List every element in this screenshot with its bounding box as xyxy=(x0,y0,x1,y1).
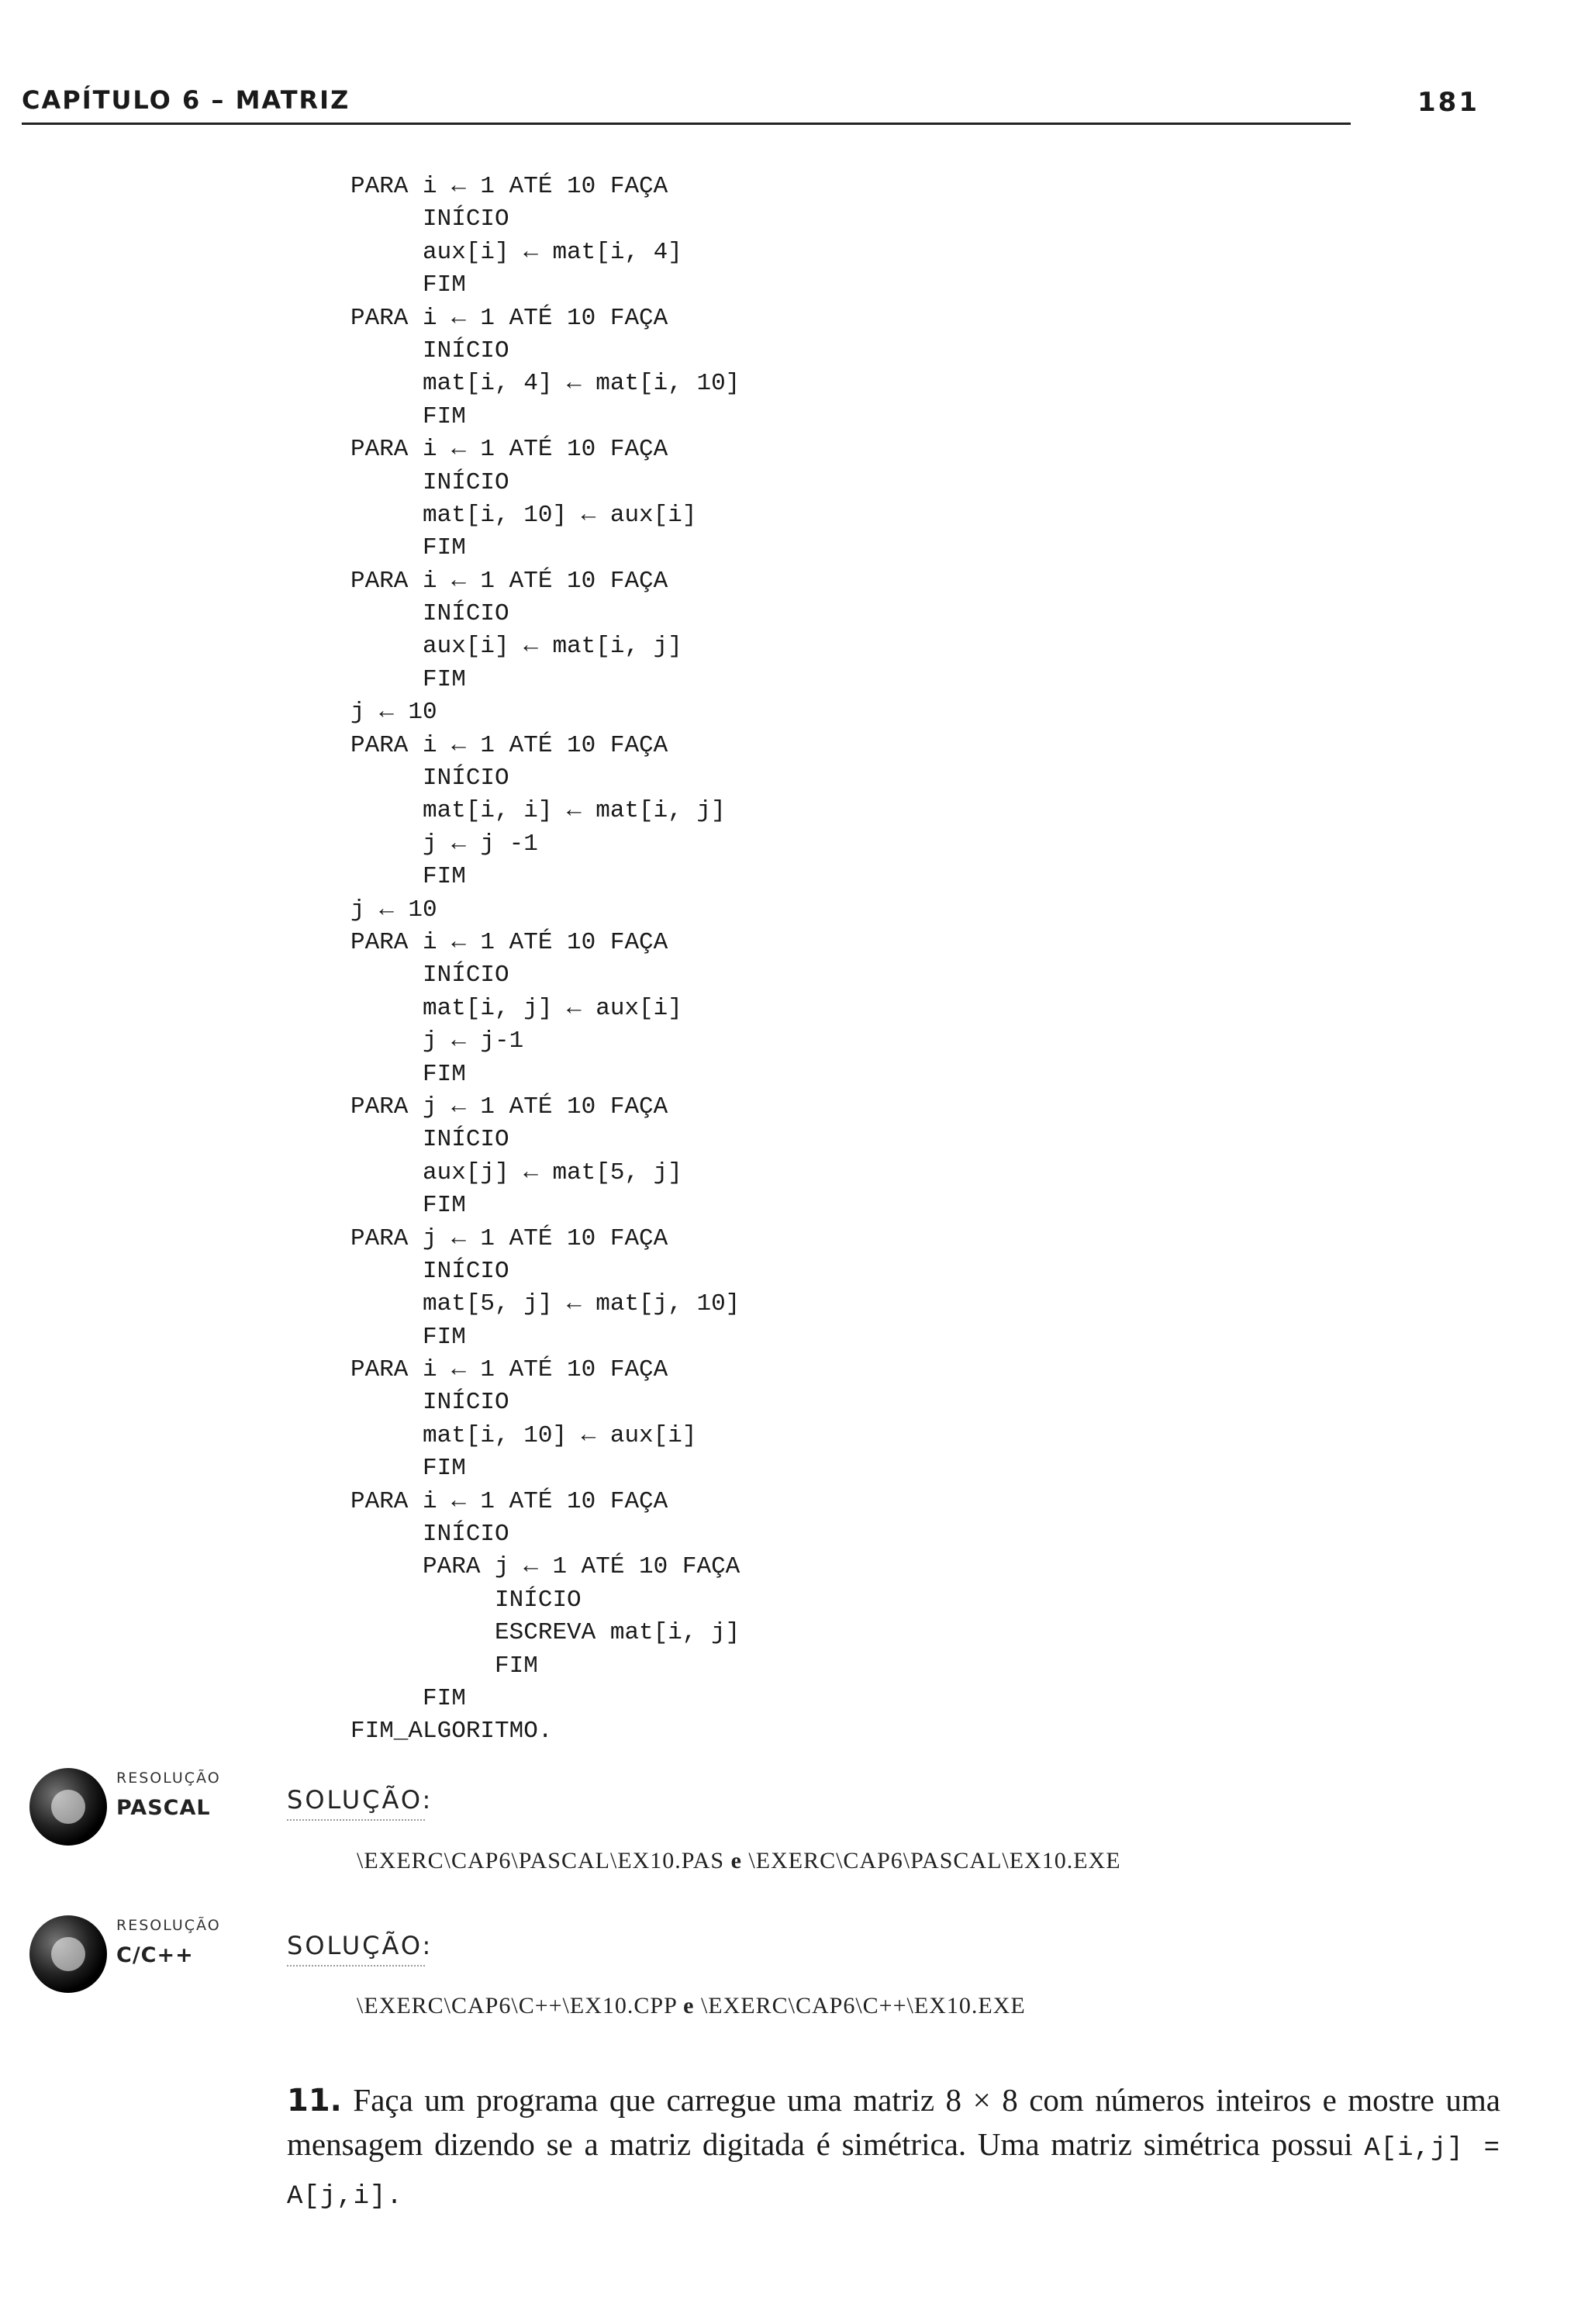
code-line: mat[5, j] ← mat[j, 10] xyxy=(350,1290,740,1318)
badge-language: PASCAL xyxy=(116,1796,211,1820)
code-line: INÍCIO xyxy=(350,1389,509,1417)
badge-language: C/C++ xyxy=(116,1943,194,1967)
code-line: mat[i, j] ← aux[i] xyxy=(350,994,682,1022)
code-line: INÍCIO xyxy=(350,205,509,233)
code-line: FIM xyxy=(350,665,466,693)
page-number: 181 xyxy=(1417,87,1479,118)
solution-paths xyxy=(357,1993,1026,2019)
code-line: PARA i ← 1 ATÉ 10 FAÇA xyxy=(350,304,668,332)
code-line: FIM xyxy=(350,1652,538,1680)
code-line: PARA i ← 1 ATÉ 10 FAÇA xyxy=(350,1356,668,1384)
code-line: FIM_ALGORITMO. xyxy=(350,1718,553,1746)
disc-icon xyxy=(29,1915,107,1993)
code-line: PARA i ← 1 ATÉ 10 FAÇA xyxy=(350,1487,668,1515)
code-line: PARA i ← 1 ATÉ 10 FAÇA xyxy=(350,567,668,595)
solution-underline xyxy=(287,1965,425,1967)
code-line: mat[i, i] ← mat[i, j] xyxy=(350,797,726,825)
exercise-formula: A[i,j] = A[j,i]. xyxy=(287,2134,1500,2212)
code-line: FIM xyxy=(350,1323,466,1351)
code-line: INÍCIO xyxy=(350,468,509,496)
algorithm-code xyxy=(350,171,740,1749)
conjunction: e xyxy=(730,1848,742,1873)
conjunction: e xyxy=(683,1993,695,2018)
code-line: FIM xyxy=(350,1684,466,1712)
code-line: INÍCIO xyxy=(350,962,509,989)
code-line: j ← 10 xyxy=(350,699,437,727)
exercise-text: Faça um programa que carregue uma matriz 8 × 8 com números inteiros e mostre uma mensagem dizendo se a matriz digitada é simétrica. Uma matriz simétrica possui xyxy=(287,2082,1500,2162)
code-line: aux[i] ← mat[i, j] xyxy=(350,633,682,661)
cpp-resolution-badge xyxy=(29,1900,247,1985)
code-line: PARA i ← 1 ATÉ 10 FAÇA xyxy=(350,436,668,464)
code-line: mat[i, 4] ← mat[i, 10] xyxy=(350,370,740,398)
solution-underline xyxy=(287,1819,425,1821)
code-line: FIM xyxy=(350,534,466,562)
code-line: PARA j ← 1 ATÉ 10 FAÇA xyxy=(350,1224,668,1252)
solution-heading: SOLUÇÃO: xyxy=(287,1931,433,1960)
code-line: j ← 10 xyxy=(350,896,437,924)
source-file-path: \EXERC\CAP6\C++\EX10.CPP xyxy=(357,1993,677,2018)
badge-caption: RESOLUÇÃO xyxy=(116,1917,221,1934)
exercise-number: 11. xyxy=(287,2083,342,2119)
code-line: INÍCIO xyxy=(350,1521,509,1549)
code-line: INÍCIO xyxy=(350,765,509,793)
source-file-path: \EXERC\CAP6\PASCAL\EX10.PAS xyxy=(357,1848,725,1873)
code-line: INÍCIO xyxy=(350,1126,509,1154)
code-line: INÍCIO xyxy=(350,1586,582,1614)
code-line: mat[i, 10] ← aux[i] xyxy=(350,501,697,529)
chapter-title: CAPÍTULO 6 – MATRIZ xyxy=(22,85,350,115)
code-line: mat[i, 10] ← aux[i] xyxy=(350,1421,697,1449)
code-line: INÍCIO xyxy=(350,600,509,628)
code-line: ESCREVA mat[i, j] xyxy=(350,1619,740,1647)
code-line: aux[i] ← mat[i, 4] xyxy=(350,238,682,266)
code-line: j ← j-1 xyxy=(350,1027,524,1055)
exe-file-path: \EXERC\CAP6\PASCAL\EX10.EXE xyxy=(748,1848,1121,1873)
badge-caption: RESOLUÇÃO xyxy=(116,1770,221,1787)
code-line: FIM xyxy=(350,402,466,430)
exercise-11 xyxy=(287,2078,1500,2219)
code-line: FIM xyxy=(350,863,466,891)
code-line: aux[j] ← mat[5, j] xyxy=(350,1159,682,1186)
code-line: FIM xyxy=(350,1060,466,1088)
code-line: j ← j -1 xyxy=(350,830,538,858)
code-line: FIM xyxy=(350,271,466,299)
solution-heading: SOLUÇÃO: xyxy=(287,1785,433,1815)
code-line: INÍCIO xyxy=(350,337,509,364)
code-line: PARA i ← 1 ATÉ 10 FAÇA xyxy=(350,731,668,759)
code-line: FIM xyxy=(350,1192,466,1220)
solution-paths xyxy=(357,1848,1121,1874)
pascal-resolution-badge xyxy=(29,1752,247,1838)
disc-icon xyxy=(29,1768,107,1846)
code-line: PARA i ← 1 ATÉ 10 FAÇA xyxy=(350,173,668,200)
code-line: INÍCIO xyxy=(350,1257,509,1285)
exe-file-path: \EXERC\CAP6\C++\EX10.EXE xyxy=(700,1993,1026,2018)
code-line: PARA j ← 1 ATÉ 10 FAÇA xyxy=(350,1093,668,1121)
code-line: FIM xyxy=(350,1455,466,1483)
code-line: PARA j ← 1 ATÉ 10 FAÇA xyxy=(350,1553,740,1581)
header-rule xyxy=(22,123,1351,125)
code-line: PARA i ← 1 ATÉ 10 FAÇA xyxy=(350,928,668,956)
